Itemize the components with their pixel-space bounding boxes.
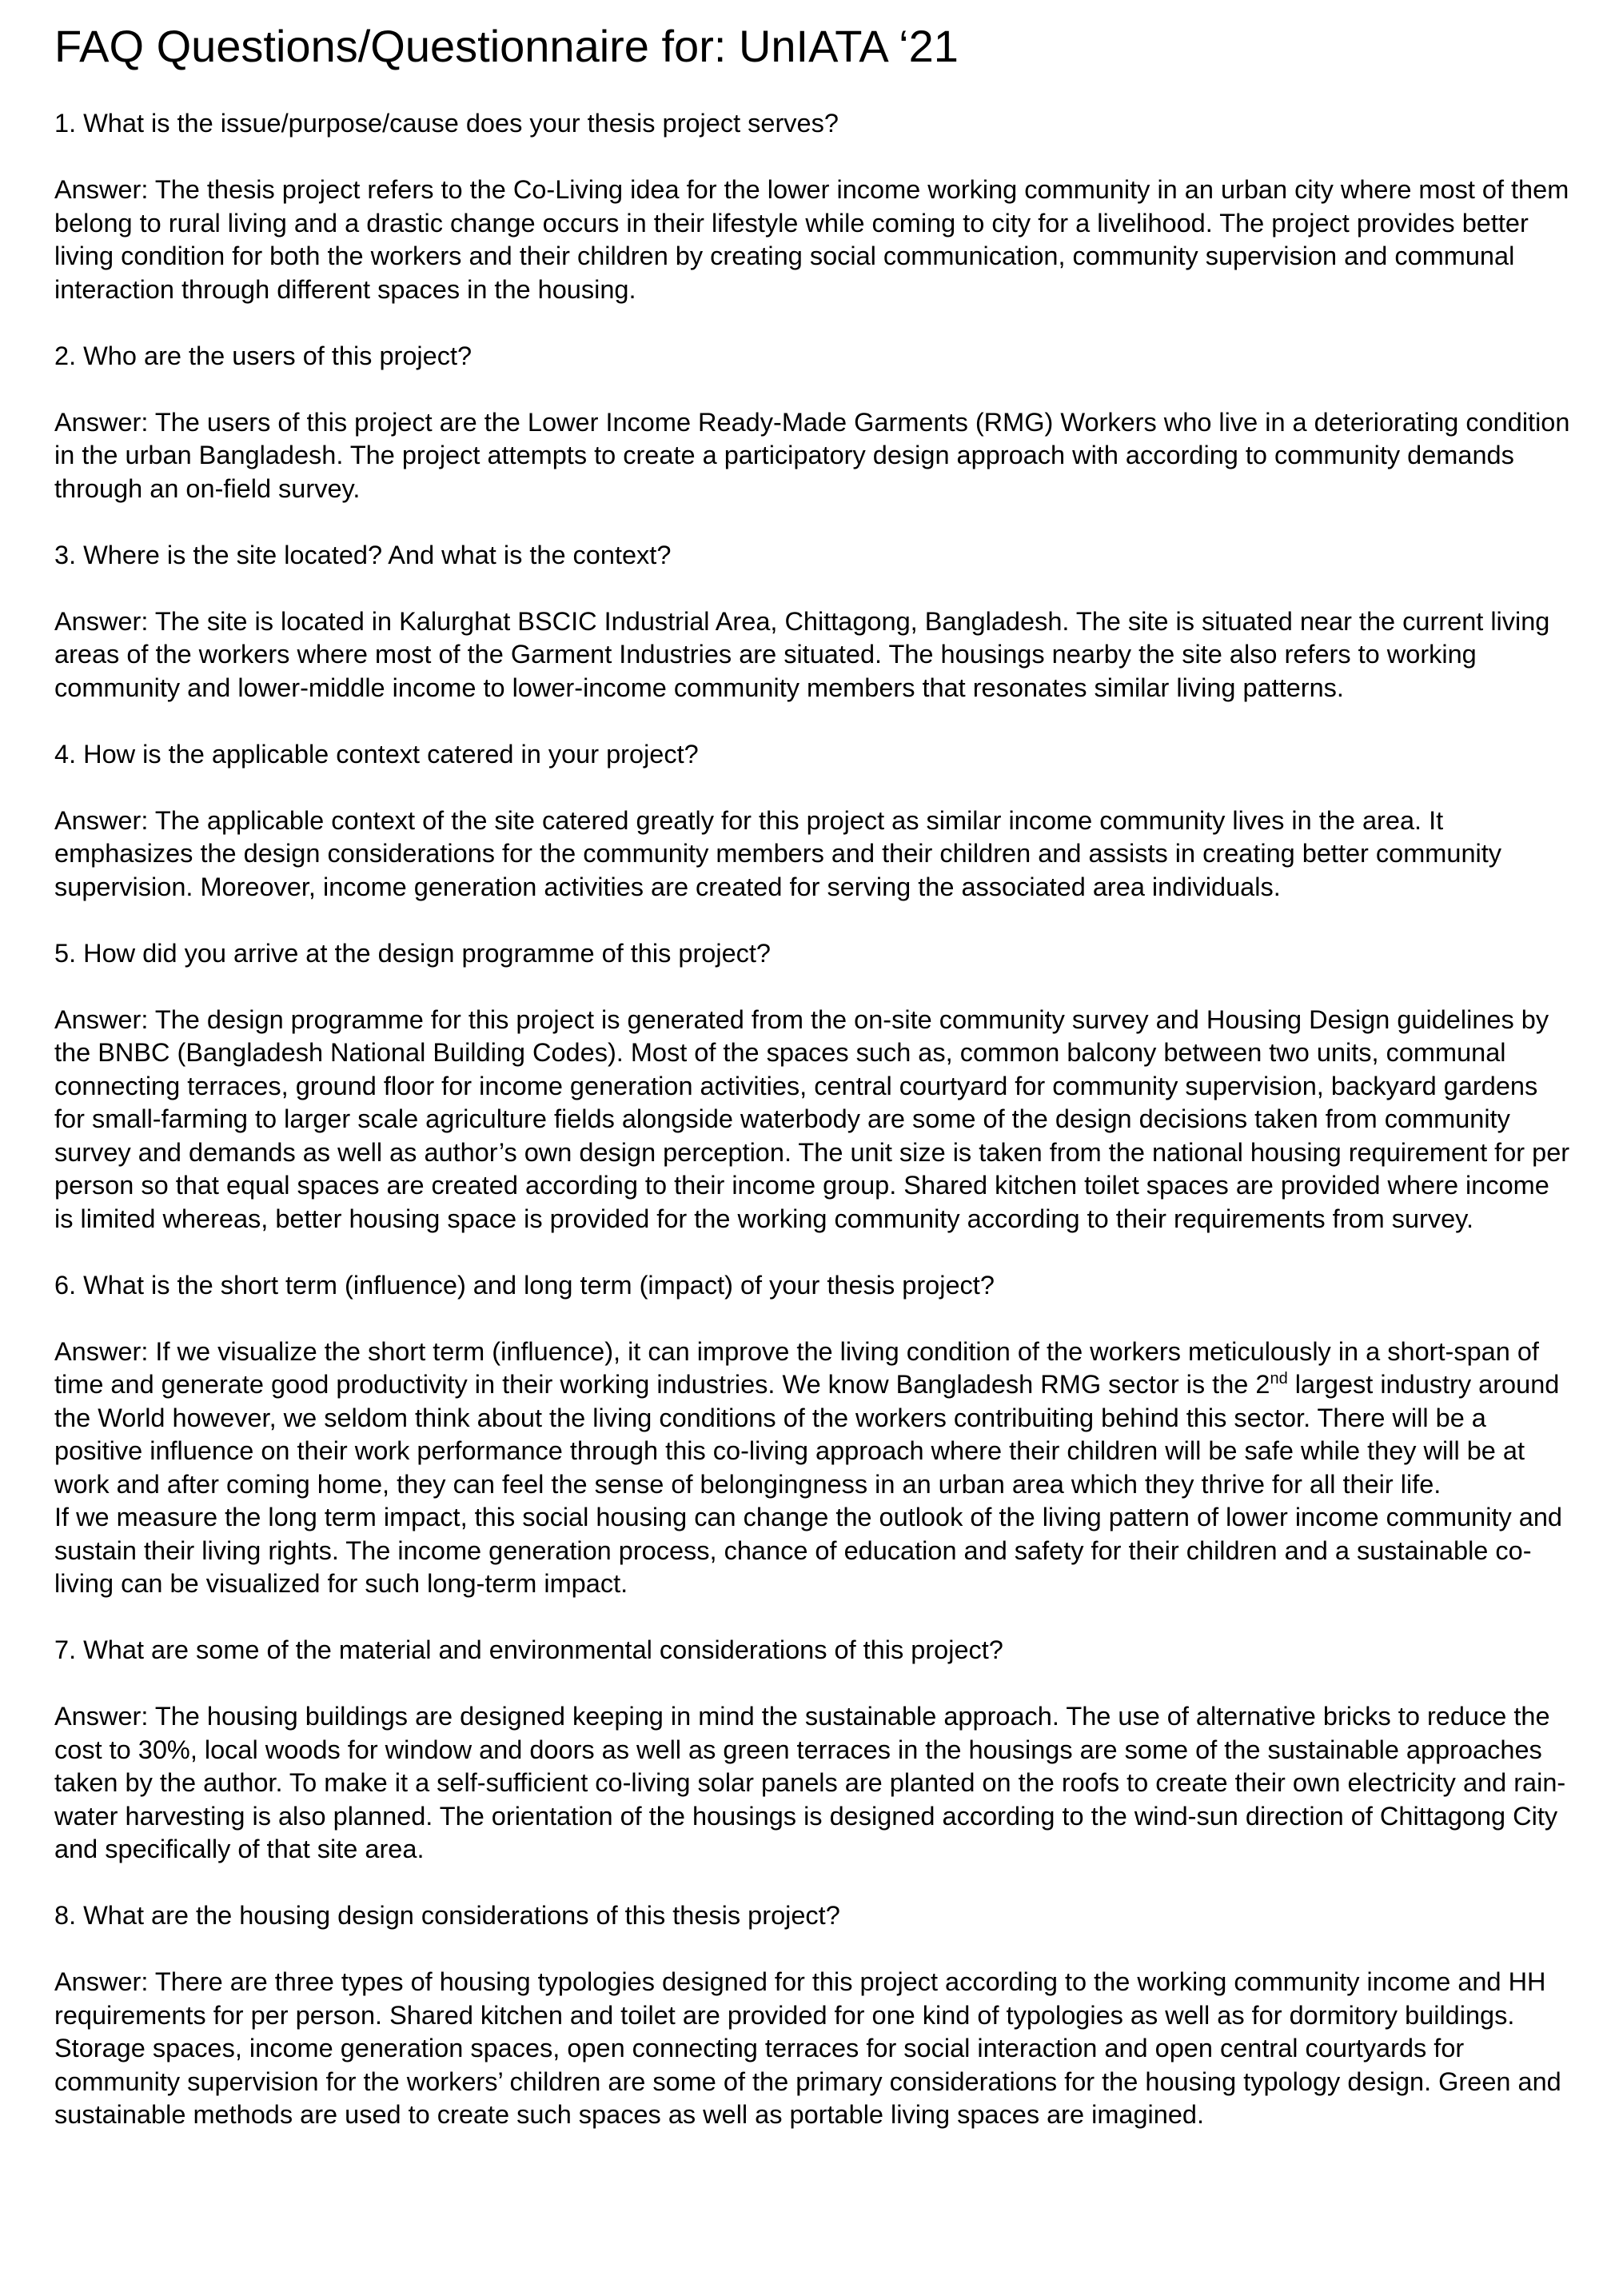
faq-answer <box>54 406 1573 506</box>
faq-question: 6. What is the short term (influence) and long term (impact) of your thesis project? <box>54 1270 995 1300</box>
faq-question: 5. How did you arrive at the design programme of this project? <box>54 938 772 968</box>
faq-answer-text: Answer: The users of this project are the Lower Income Ready-Made Garments (RMG) Workers who live in a deteriorating condition in the urban Bangladesh. The project attempts to create a participatory design approach with according to community demands through an on-field survey. <box>54 407 1570 503</box>
faq-answer-text: Answer: The site is located in Kalurghat BSCIC Industrial Area, Chittagong, Bangladesh. The site is situated near the current living areas of the workers where most of the Garment Industries are situated. The housings nearby the site also refers to working community and lower-middle income to lower-income community members that resonates similar living patterns. <box>54 606 1550 702</box>
faq-answer-text: Answer: There are three types of housing typologies designed for this project according to the working community income and HH requirements for per person. Shared kitchen and toilet are provided for one kind of typologies as well as for dormitory buildings. Storage spaces, income generation spaces, open connecting terraces for social interaction and open central courtyards for community supervision for the workers’ children are some of the primary considerations for the housing typology design. Green and sustainable methods are used to create such spaces as well as portable living spaces are imagined. <box>54 1967 1561 2129</box>
faq-answer-text: Answer: The applicable context of the site catered greatly for this project as similar income community lives in the area. It emphasizes the design considerations for the community members and their children and assists in creating better community supervision. Moreover, income generation activities are created for serving the associated area individuals. <box>54 805 1502 901</box>
faq-question: 4. How is the applicable context catered in your project? <box>54 739 699 769</box>
faq-answer <box>54 1700 1573 1867</box>
faq-item-8 <box>54 1899 1573 2132</box>
faq-item-7 <box>54 1634 1573 1867</box>
faq-answer-text <box>54 1336 1573 1502</box>
faq-answer <box>54 605 1573 705</box>
ordinal-suffix: nd <box>1270 1370 1288 1388</box>
faq-item-4 <box>54 738 1573 904</box>
document-page <box>54 18 1573 2165</box>
faq-answer <box>54 174 1573 306</box>
faq-answer-text: Answer: The thesis project refers to the Co-Living idea for the lower income working community in an urban city where most of them belong to rural living and a drastic change occurs in their lifestyle while coming to city for a livelihood. The project provides better living condition for both the workers and their children by creating social communication, community supervision and communal interaction through different spaces in the housing. <box>54 175 1569 304</box>
faq-answer <box>54 1004 1573 1236</box>
page-title: FAQ Questions/Questionnaire for: UnIATA ‘21 <box>54 21 959 71</box>
faq-question: 8. What are the housing design considerations of this thesis project? <box>54 1901 840 1930</box>
faq-answer <box>54 805 1573 904</box>
faq-question: 7. What are some of the material and environmental considerations of this project? <box>54 1635 1003 1664</box>
faq-answer-text: If we measure the long term impact, this social housing can change the outlook of the living pattern of lower income community and sustain their living rights. The income generation process, chance of education and safety for their children and a sustainable co-living can be visualized for such long-term impact. <box>54 1503 1562 1598</box>
faq-answer-text: Answer: The housing buildings are designed keeping in mind the sustainable approach. The use of alternative bricks to reduce the cost to 30%, local woods for window and doors as well as green terraces in the housings are some of the sustainable approaches taken by the author. To make it a self-sufficient co-living solar panels are planted on the roofs to create their own electricity and rain-water harvesting is also planned. The orientation of the housings is designed according to the wind-sun direction of Chittagong City and specifically of that site area. <box>54 1702 1566 1863</box>
faq-item-3 <box>54 539 1573 705</box>
faq-answer <box>54 1336 1573 1601</box>
faq-item-1 <box>54 107 1573 306</box>
faq-answer-text: Answer: The design programme for this project is generated from the on-site community survey and Housing Design guidelines by the BNBC (Bangladesh National Building Codes). Most of the spaces such as, common balcony between two units, communal connecting terraces, ground floor for income generation activities, central courtyard for community supervision, backyard gardens for small-farming to larger scale agriculture fields alongside waterbody are some of the design decisions taken from community survey and demands as well as author’s own design perception. The unit size is taken from the national housing requirement for per person so that equal spaces are created according to their income group. Shared kitchen toilet spaces are provided where income is limited whereas, better housing space is provided for the working community according to their requirements from survey. <box>54 1004 1570 1233</box>
faq-answer-text-part: Answer: If we visualize the short term (influence), it can improve the living condition of the workers meticulously in a short-span of time and generate good productivity in their working industries. We know Bangladesh RMG sector is the 2 <box>54 1336 1539 1399</box>
faq-question: 2. Who are the users of this project? <box>54 341 473 370</box>
faq-item-5 <box>54 937 1573 1236</box>
faq-item-6 <box>54 1269 1573 1601</box>
faq-question: 3. Where is the site located? And what is the context? <box>54 540 672 569</box>
faq-answer-text-part: largest industry around the World however, we seldom think about the living conditions of the workers contribuiting behind this sector. There will be a positive influence on their work performance through this co-living approach where their children will be safe while they will be at work and after coming home, they can feel the sense of belongingness in an urban area which they thrive for all their life. <box>54 1370 1560 1499</box>
faq-question: 1. What is the issue/purpose/cause does your thesis project serves? <box>54 109 839 138</box>
faq-answer <box>54 1966 1573 2132</box>
faq-item-2 <box>54 340 1573 506</box>
